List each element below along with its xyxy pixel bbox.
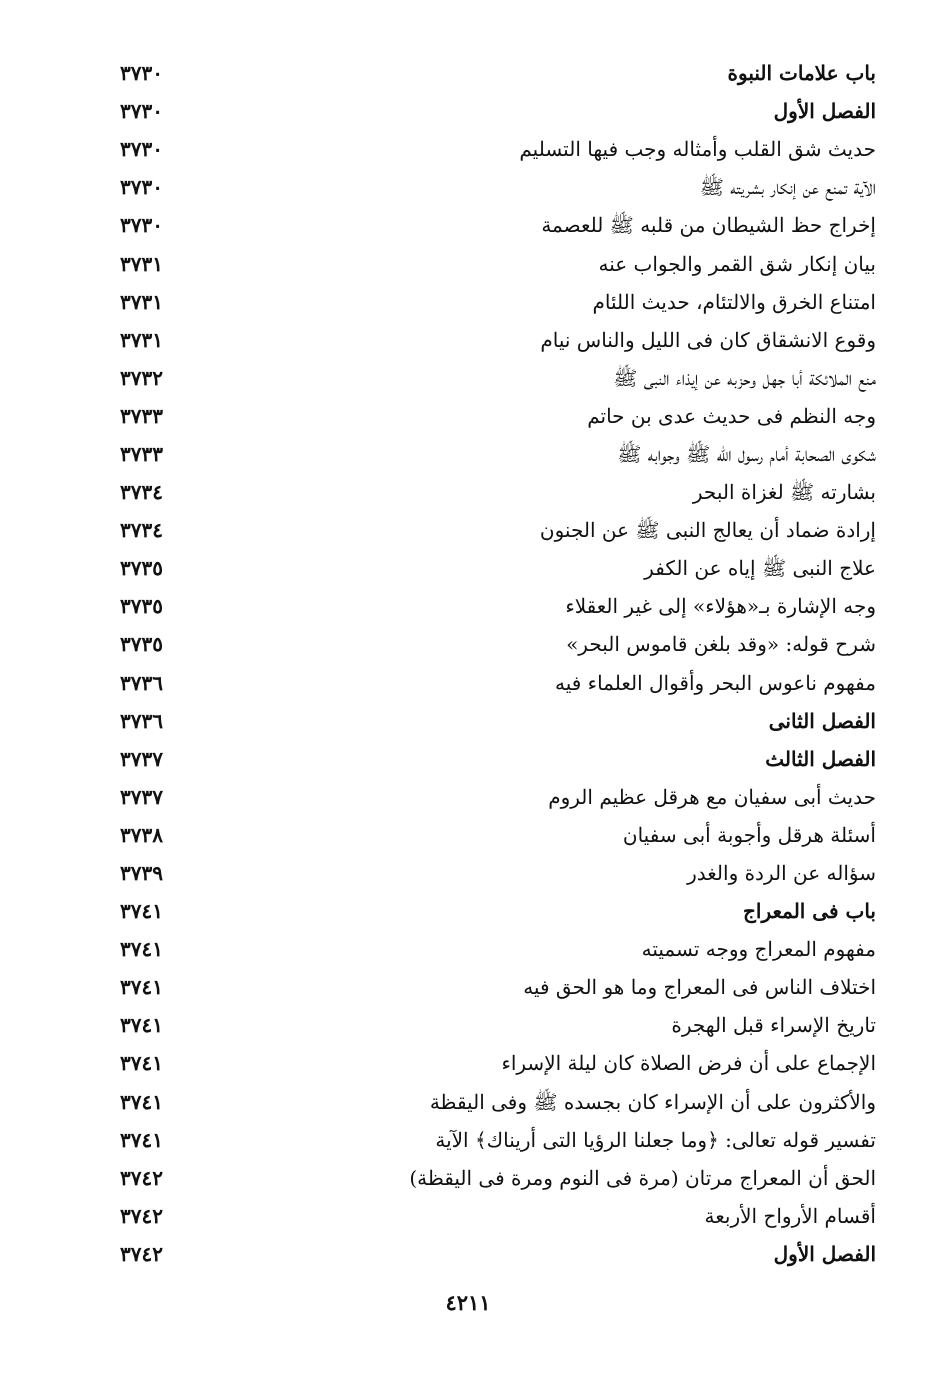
toc-entry-page: ٣٧٣١ [120,327,163,352]
toc-entry [120,1083,876,1121]
toc-entry-title: حديث شق القلب وأمثاله وجب فيها التسليم [519,137,876,162]
section-heading: الفصل الثالث [765,746,876,771]
toc-entry [120,283,876,321]
toc-entry [120,930,876,968]
toc-entry-title: علاج النبى ﷺ إياه عن الكفر [644,556,876,581]
toc-entry-page: ٣٧٣٤ [120,480,163,505]
section-heading: باب علامات النبوة [727,61,876,86]
toc-entry-title: منع الملائكة أبا جهل وحزبه عن إيذاء النبى ﷺ [613,365,876,390]
toc-entry-page: ٣٧٤١ [120,975,163,1000]
toc-entry-page: ٣٧٣٩ [120,861,163,886]
toc-entry-title: أقسام الأرواح الأربعة [704,1203,876,1228]
toc-entry-title: امتناع الخرق والالتئام، حديث اللئام [592,289,876,314]
toc-entry [120,168,876,206]
toc-entry [120,816,876,854]
toc-entry-page: ٣٧٣٣ [120,403,163,428]
toc-entry-page: ٣٧٣٥ [120,632,163,657]
toc-entry [120,397,876,435]
toc-entry [120,740,876,778]
toc-entry-page: ٣٧٤١ [120,1089,163,1114]
toc-entry-page: ٣٧٤١ [120,1013,163,1038]
toc-entry-page: ٣٧٤١ [120,1051,163,1076]
toc-entry-title: تاريخ الإسراء قبل الهجرة [671,1013,876,1038]
toc-entry-page: ٣٧٣٥ [120,594,163,619]
toc-entry-page: ٣٧٣٠ [120,137,163,162]
table-of-contents [120,54,876,1273]
toc-entry-title: بيان إنكار شق القمر والجواب عنه [598,251,876,276]
toc-entry [120,54,876,92]
toc-entry [120,1235,876,1273]
toc-entry-title: اختلاف الناس فى المعراج وما هو الحق فيه [523,975,876,1000]
toc-entry-page: ٣٧٣٠ [120,175,163,200]
toc-entry-page: ٣٧٤٢ [120,1203,163,1228]
toc-entry-page: ٣٧٣٣ [120,441,163,466]
toc-entry-title: بشارته ﷺ لغزاة البحر [692,480,876,505]
toc-entry [120,1159,876,1197]
toc-entry [120,92,876,130]
toc-entry-title: الآية تمنع عن إنكار بشريته ﷺ [699,175,876,200]
toc-entry [120,130,876,168]
toc-entry-title: حديث أبى سفيان مع هرقل عظيم الروم [548,784,876,809]
toc-entry-title: الحق أن المعراج مرتان (مرة فى النوم ومرة فى اليقظة) [409,1165,876,1190]
toc-entry-page: ٣٧٣١ [120,289,163,314]
toc-entry-page: ٣٧٣٠ [120,61,163,86]
toc-entry [120,1121,876,1159]
toc-entry-page: ٣٧٣٠ [120,99,163,124]
toc-entry-page: ٣٧٤٢ [120,1241,163,1266]
toc-entry [120,1006,876,1044]
toc-entry [120,664,876,702]
toc-entry-title: الإجماع على أن فرض الصلاة كان ليلة الإسراء [501,1051,876,1076]
toc-entry-page: ٣٧٤٢ [120,1165,163,1190]
toc-entry-title: تفسير قوله تعالى: ﴿وما جعلنا الرؤيا التى أريناك﴾ الآية [435,1127,876,1152]
toc-entry-title: وجه النظم فى حديث عدى بن حاتم [587,403,876,428]
toc-entry [120,1044,876,1082]
toc-entry-page: ٣٧٣٧ [120,746,163,771]
toc-entry [120,473,876,511]
toc-entry [120,1197,876,1235]
toc-entry [120,587,876,625]
toc-entry-page: ٣٧٣٤ [120,518,163,543]
toc-entry [120,321,876,359]
section-heading: الفصل الأول [773,1241,876,1266]
section-heading: الفصل الأول [773,99,876,124]
toc-entry [120,968,876,1006]
toc-entry [120,625,876,663]
toc-entry-page: ٣٧٣٠ [120,213,163,238]
toc-entry-page: ٣٧٣٧ [120,784,163,809]
toc-entry-title: مفهوم ناعوس البحر وأقوال العلماء فيه [554,670,876,695]
toc-entry-page: ٣٧٤١ [120,1127,163,1152]
toc-entry-title: مفهوم المعراج ووجه تسميته [641,937,876,962]
toc-entry-title: شكوى الصحابة أمام رسول الله ﷺ وجوابه ﷺ [617,441,876,466]
section-heading: باب فى المعراج [742,899,876,924]
toc-entry-title: وجه الإشارة بـ«هؤلاء» إلى غير العقلاء [565,594,876,619]
toc-entry-page: ٣٧٤١ [120,899,163,924]
toc-entry [120,206,876,244]
toc-entry-title: إرادة ضماد أن يعالج النبى ﷺ عن الجنون [539,518,876,543]
toc-entry-title: والأكثرون على أن الإسراء كان بجسده ﷺ وفى اليقظة [429,1089,876,1114]
toc-entry-page: ٣٧٣٨ [120,822,163,847]
page-number: ٤٢١١ [445,1290,491,1315]
toc-entry [120,244,876,282]
toc-entry [120,359,876,397]
toc-entry-page: ٣٧٣٢ [120,365,163,390]
toc-entry-title: سؤاله عن الردة والغدر [687,861,876,886]
toc-entry [120,549,876,587]
toc-entry-title: أسئلة هرقل وأجوبة أبى سفيان [622,822,876,847]
toc-entry-page: ٣٧٣٥ [120,556,163,581]
toc-entry [120,435,876,473]
toc-entry-title: شرح قوله: «وقد بلغن قاموس البحر» [566,632,876,657]
toc-entry-page: ٣٧٣٦ [120,708,163,733]
toc-entry [120,892,876,930]
toc-entry-title: إخراج حظ الشيطان من قلبه ﷺ للعصمة [541,213,876,238]
toc-entry-page: ٣٧٣٦ [120,670,163,695]
toc-entry-title: وقوع الانشقاق كان فى الليل والناس نيام [540,327,876,352]
toc-entry [120,511,876,549]
toc-entry [120,778,876,816]
toc-entry [120,854,876,892]
toc-entry [120,702,876,740]
toc-entry-page: ٣٧٤١ [120,937,163,962]
toc-entry-page: ٣٧٣١ [120,251,163,276]
section-heading: الفصل الثانى [768,708,876,733]
